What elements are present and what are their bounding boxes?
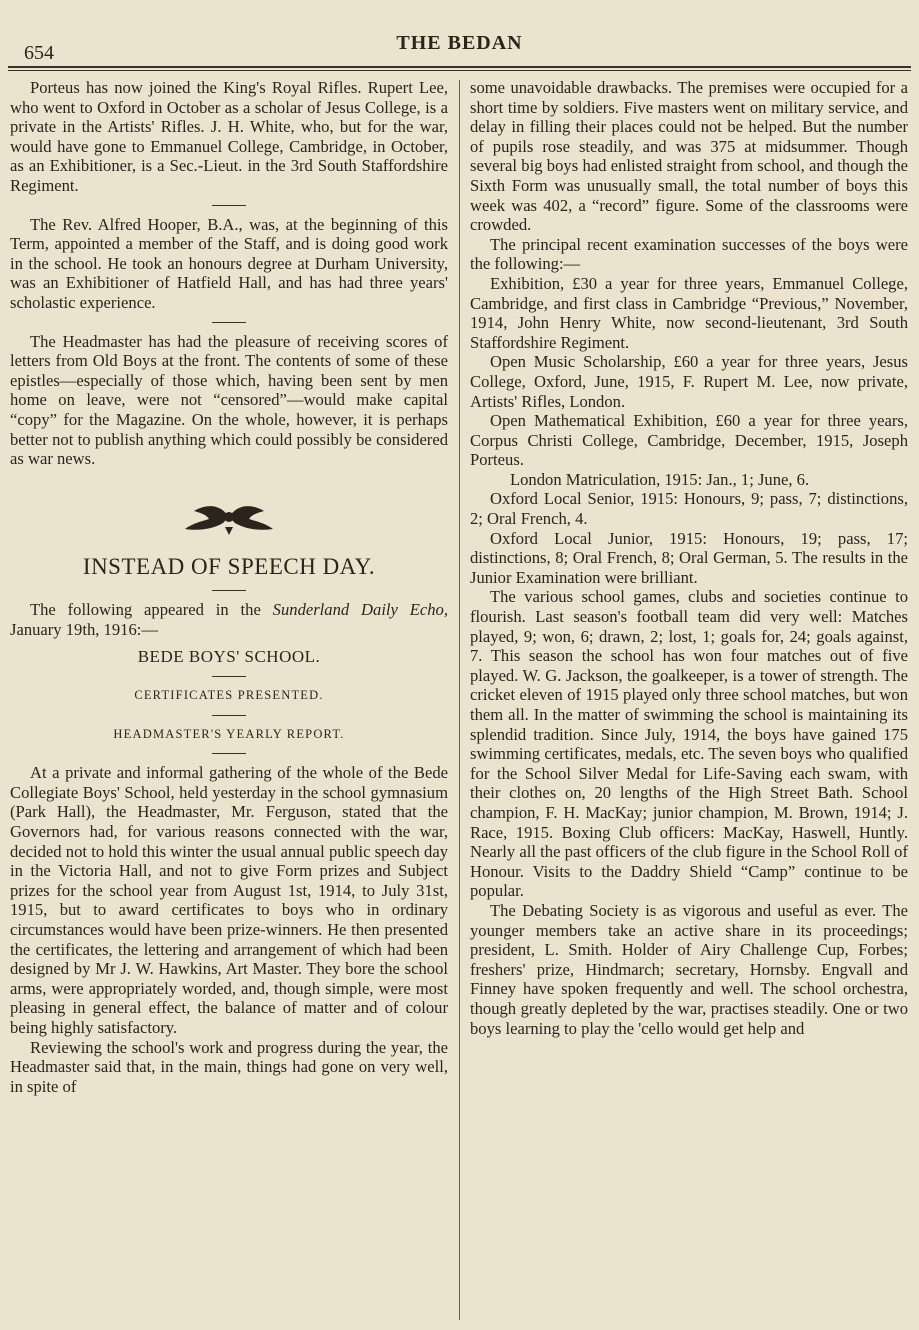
paragraph-oxford-senior: Oxford Local Senior, 1915: Honours, 9; pass, 7; distinctions, 2; Oral French, 4. xyxy=(470,489,908,529)
paragraph-reviewing: Reviewing the school's work and progress during the year, the Headmaster said that, in the main, things had gone on very well, in spite of xyxy=(10,1037,448,1096)
separator-rule xyxy=(212,753,246,754)
subtitle-school: BEDE BOYS' SCHOOL. xyxy=(137,647,321,667)
paragraph-oxford-junior: Oxford Local Junior, 1915: Honours, 19; pass, 17; distinctions, 8; Oral French, 8; Oral German, 5. The results in the Junior Examination were brilliant. xyxy=(470,528,908,587)
separator-rule xyxy=(212,676,246,677)
paragraph-debating: The Debating Society is as vigorous and useful as ever. The younger members take an active share in its proceedings; president, L. Smith. Holder of Airy Challenge Cup, Forbes; freshers' prize, Hindmarch; secretary, Hornsby. Engvall and Finney have spoken frequently and well. The school orchestra, though greatly depleted by the war, practises steadily. One or two boys learning to play the 'cello would get help and xyxy=(470,900,908,1038)
paragraph-london-matric: London Matriculation, 1915: Jan., 1; June, 6. xyxy=(510,469,810,489)
newspaper-name: Sunderland Daily Echo, xyxy=(272,600,449,620)
paragraph-music-scholarship: Open Music Scholarship, £60 a year for three years, Jesus College, Oxford, June, 1915, F. Rupert M. Lee, now private, Artists' Rifles, London. xyxy=(470,352,908,411)
paragraph-exhibition: Exhibition, £30 a year for three years, Emmanuel College, Cambridge, and first class in Cambridge “Previous,” November, 1914, John Henry White, now second-lieutenant, 3rd South Staffordshire Regiment. xyxy=(470,273,908,352)
intro-text: The following appeared in the xyxy=(30,600,273,620)
separator-rule xyxy=(212,205,246,206)
right-column xyxy=(470,78,908,1038)
header-rule xyxy=(8,66,911,68)
column-divider xyxy=(459,80,460,1320)
section-title: INSTEAD OF SPEECH DAY. xyxy=(82,554,376,580)
subtitle-certificates: CERTIFICATES PRESENTED. xyxy=(134,688,324,703)
paragraph-math-exhibition: Open Mathematical Exhibition, £60 a year for three years, Corpus Christi College, Cambridge, December, 1915, Joseph Porteus. xyxy=(470,411,908,470)
header-rule-thin xyxy=(8,70,911,71)
subtitle-report: HEADMASTER'S YEARLY REPORT. xyxy=(113,726,345,741)
intro-date: January 19th, 1916:— xyxy=(10,619,158,639)
paragraph-drawbacks: some unavoidable drawbacks. The premises were occupied for a short time by soldiers. Five masters went on military service, and delay in filling their places could not be helped. But the number of pupils rose steadily, and was 375 at midsummer. Though several big boys had enlisted straight from school, and though the Sixth Form was unusually small, the total number of boys this week was 402, a “record” figure. Some of the classrooms were crowded. xyxy=(470,78,908,235)
separator-rule xyxy=(212,715,246,716)
separator-rule xyxy=(212,590,246,591)
page-number: 654 xyxy=(24,42,54,64)
paragraph-games: The various school games, clubs and societies continue to flourish. Last season's football team did very well: Matches played, 9; won, 6; drawn, 2; lost, 1; goals for, 24; goals against, 7. This season the school has won four matches out of five played. W. G. Jackson, the goalkeeper, is a tower of strength. The cricket eleven of 1915 played only three school matches, but won them all. In the matter of swimming the school is maintaining its splendid tradition. Since July, 1914, the boys have gained 175 swimming certificates, medals, etc. The seven boys who qualified for the School Silver Medal for Life-Saving each swam, with their clothes on, 20 lengths of the High Street Bath. School champion, F. H. MacKay; junior champion, M. Brown, 1914; J. Race, 1915. Boxing Club officers: MacKay, Haswell, Huntly. Nearly all the past officers of the club figure in the School Roll of Honour. Visits to the Daddry Shield “Camp” continue to be popular. xyxy=(470,587,908,901)
header xyxy=(0,0,919,70)
paragraph-intro xyxy=(10,600,448,639)
separator-rule xyxy=(212,322,246,323)
paragraph-hooper: The Rev. Alfred Hooper, B.A., was, at the beginning of this Term, appointed a member of the Staff, and is doing good work in the school. He took an honours degree at Durham University, was an Exhibitioner of Hatfield Hall, and has had three years' scholastic experience. xyxy=(10,214,448,312)
paragraph-porteus: Porteus has now joined the King's Royal Rifles. Rupert Lee, who went to Oxford in October as a scholar of Jesus College, is a private in the Artists' Rifles. J. H. White, who, but for the war, would have gone to Emmanuel College, Cambridge, in October, as an Exhibitioner, is a Sec.-Lieut. in the 3rd South Staffordshire Regiment. xyxy=(10,78,448,195)
ornament-icon xyxy=(10,497,448,542)
running-title: THE BEDAN xyxy=(396,32,523,54)
left-column xyxy=(10,78,448,1096)
paragraph-headmaster-letters: The Headmaster has had the pleasure of receiving scores of letters from Old Boys at the front. The contents of some of these epistles—especially of those which, having been sent by men home on leave, were not “censored”—would make capital “copy” for the Magazine. On the whole, however, it is perhaps better not to publish anything which could possibly be considered as war news. xyxy=(10,331,448,469)
paragraph-gathering: At a private and informal gathering of the whole of the Bede Collegiate Boys' School, held yesterday in the school gymnasium (Park Hall), the Headmaster, Mr. Ferguson, stated that the Governors had, for various reasons connected with the war, decided not to hold this winter the usual annual public speech day in the Victoria Hall, and not to give Form prizes and Subject prizes for the school year from August 1st, 1914, to July 31st, 1915, but to award certificates to boys who in ordinary circumstances would have been prize-winners. He then presented the certificates, the lettering and arrangement of which had been designed by Mr J. W. Hawkins, Art Master. They bore the school arms, were appropriately worded, and, though simple, were most pleasing in general effect, the balance of matter and of colour being highly satisfactory. xyxy=(10,763,448,1037)
paragraph-exam-intro: The principal recent examination successes of the boys were the following:— xyxy=(470,234,908,274)
